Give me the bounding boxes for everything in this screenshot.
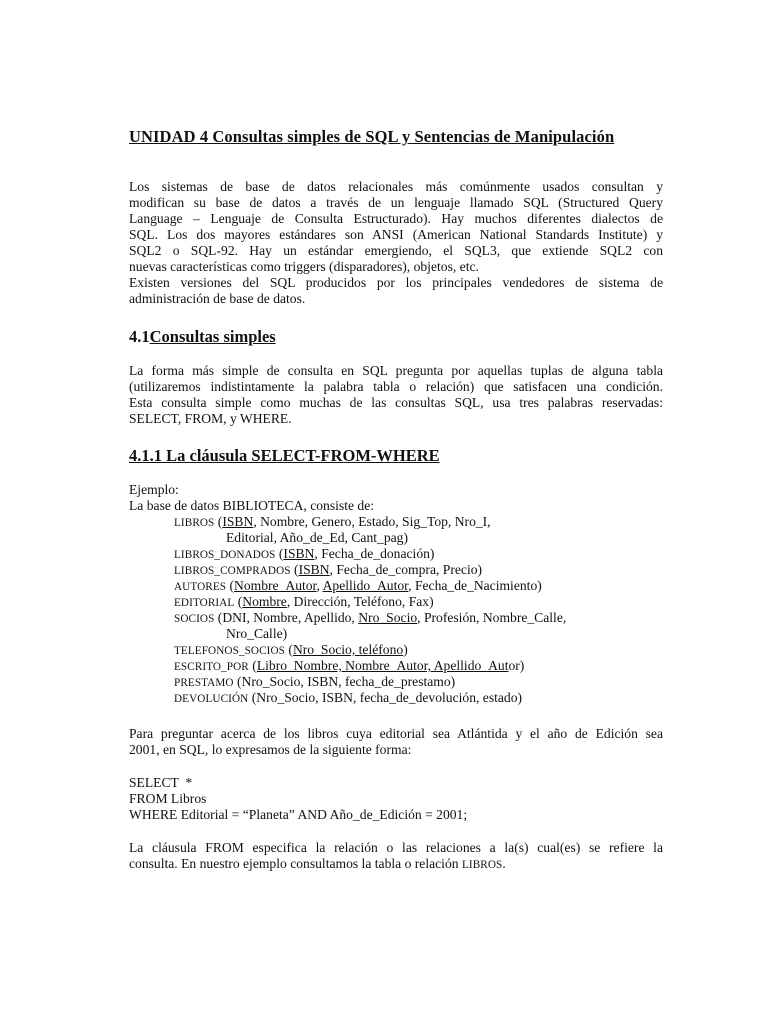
section-title: Consultas simples: [149, 327, 276, 346]
sql-example: [129, 775, 467, 823]
relation-escrito-por: ESCRITO_POR (Libro_Nombre, Nombre_Autor, Apellido_Autor): [174, 658, 525, 673]
paragraph-line: 2001, en SQL, lo expresamos de la siguiente forma:: [129, 742, 412, 757]
sql-where-line: WHERE Editorial = “Planeta” AND Año_de_Edición = 2001;: [129, 807, 468, 822]
document-title: UNIDAD 4 Consultas simples de SQL y Sentencias de Manipulación: [129, 127, 615, 146]
primary-key: Nro_Socio, teléfono: [292, 642, 404, 657]
relation-name: TELEFONOS_SOCIOS: [174, 645, 286, 657]
from-clause-paragraph: [129, 840, 663, 872]
primary-key: ISBN: [283, 546, 315, 561]
intro-line: administración de base de datos.: [129, 291, 306, 306]
primary-key: Apellido_Autor: [322, 578, 409, 593]
relation-devolucion: DEVOLUCIÓN (Nro_Socio, ISBN, fecha_de_devolución, estado): [174, 690, 523, 705]
relation-libros-donados: LIBROS_DONADOS (ISBN, Fecha_de_donación): [174, 546, 435, 561]
intro-line: modifican su base de datos a través de un lenguaje llamado SQL (Structured Query: [129, 195, 663, 210]
relation-socios-cont: Nro_Calle): [226, 626, 288, 641]
relation-name: DEVOLUCIÓN: [174, 693, 249, 705]
section-4-1-paragraph: [129, 363, 663, 427]
intro-line: Language – Lenguaje de Consulta Estructurado). Hay muchos diferentes dialectos de: [129, 211, 663, 226]
relation-editorial: EDITORIAL (Nombre, Dirección, Teléfono, Fax): [174, 594, 434, 609]
relation-name: LIBROS: [461, 859, 503, 871]
database-intro: La base de datos BIBLIOTECA, consiste de:: [129, 498, 375, 513]
relations-list: [174, 514, 566, 706]
paragraph-line: consulta. En nuestro ejemplo consultamos la tabla o relación LIBROS.: [129, 856, 506, 871]
relation-name: LIBROS_DONADOS: [174, 549, 276, 561]
intro-line: SQL2 o SQL-92. Hay un estándar emergiendo, el SQL3, que extiende SQL2 con: [129, 243, 663, 258]
paragraph-line: (utilizaremos indistintamente la palabra tabla o relación) que satisfacen una condición.: [129, 379, 663, 394]
paragraph-line: La cláusula FROM especifica la relación o las relaciones a la(s) cual(es) se refiere la: [129, 840, 663, 855]
section-4-1-1-heading: 4.1.1 La cláusula SELECT-FROM-WHERE: [129, 446, 440, 465]
intro-line: SQL. Los dos mayores estándares son ANSI (American National Standards Institute) y: [129, 227, 663, 242]
relation-libros-comprados: LIBROS_COMPRADOS (ISBN, Fecha_de_compra, Precio): [174, 562, 483, 577]
intro-line: nuevas características como triggers (disparadores), objetos, etc.: [129, 259, 479, 274]
paragraph-line: SELECT, FROM, y WHERE.: [129, 411, 292, 426]
primary-key: Libro_Nombre, Nombre_Autor, Apellido_Aut: [256, 658, 509, 673]
paragraph-line: La forma más simple de consulta en SQL pregunta por aquellas tuplas de alguna tabla: [129, 363, 663, 378]
question-paragraph: [129, 726, 663, 758]
primary-key: Nombre_Autor: [234, 578, 317, 593]
example-label: Ejemplo:: [129, 482, 179, 497]
example-intro: [129, 482, 374, 514]
relation-name: LIBROS: [174, 517, 215, 529]
relation-libros-cont: Editorial, Año_de_Ed, Cant_pag): [226, 530, 408, 545]
relation-telefonos-socios: TELEFONOS_SOCIOS (Nro_Socio, teléfono): [174, 642, 408, 657]
paragraph-line: Esta consulta simple como muchas de las consultas SQL, usa tres palabras reservadas:: [129, 395, 663, 410]
sql-from-line: FROM Libros: [129, 791, 207, 806]
sql-select-line: SELECT *: [129, 775, 193, 790]
relation-name: AUTORES: [174, 581, 227, 593]
relation-autores: AUTORES (Nombre_Autor, Apellido_Autor, Fecha_de_Nacimiento): [174, 578, 542, 593]
intro-paragraph: [129, 179, 663, 307]
primary-key: Nombre: [242, 594, 287, 609]
relation-name: EDITORIAL: [174, 597, 235, 609]
intro-line: Los sistemas de base de datos relacionales más comúnmente usados consultan y: [129, 179, 663, 194]
relation-libros: LIBROS (ISBN, Nombre, Genero, Estado, Sig_Top, Nro_I,: [174, 514, 491, 529]
relation-prestamo: PRESTAMO (Nro_Socio, ISBN, fecha_de_prestamo): [174, 674, 456, 689]
intro-line: Existen versiones del SQL producidos por los principales vendedores de sistema de: [129, 275, 663, 290]
primary-key: ISBN: [298, 562, 330, 577]
primary-key: ISBN: [222, 514, 254, 529]
section-number: 4.1: [129, 327, 150, 346]
relation-name: PRESTAMO: [174, 677, 234, 689]
relation-name: SOCIOS: [174, 613, 215, 625]
paragraph-line: Para preguntar acerca de los libros cuya editorial sea Atlántida y el año de Edición sea: [129, 726, 663, 741]
relation-name: ESCRITO_POR: [174, 661, 249, 673]
relation-socios: SOCIOS (DNI, Nombre, Apellido, Nro_Socio, Profesión, Nombre_Calle,: [174, 610, 567, 625]
section-4-1-heading: [129, 327, 276, 347]
primary-key: Nro_Socio: [358, 610, 418, 625]
relation-name: LIBROS_COMPRADOS: [174, 565, 291, 577]
